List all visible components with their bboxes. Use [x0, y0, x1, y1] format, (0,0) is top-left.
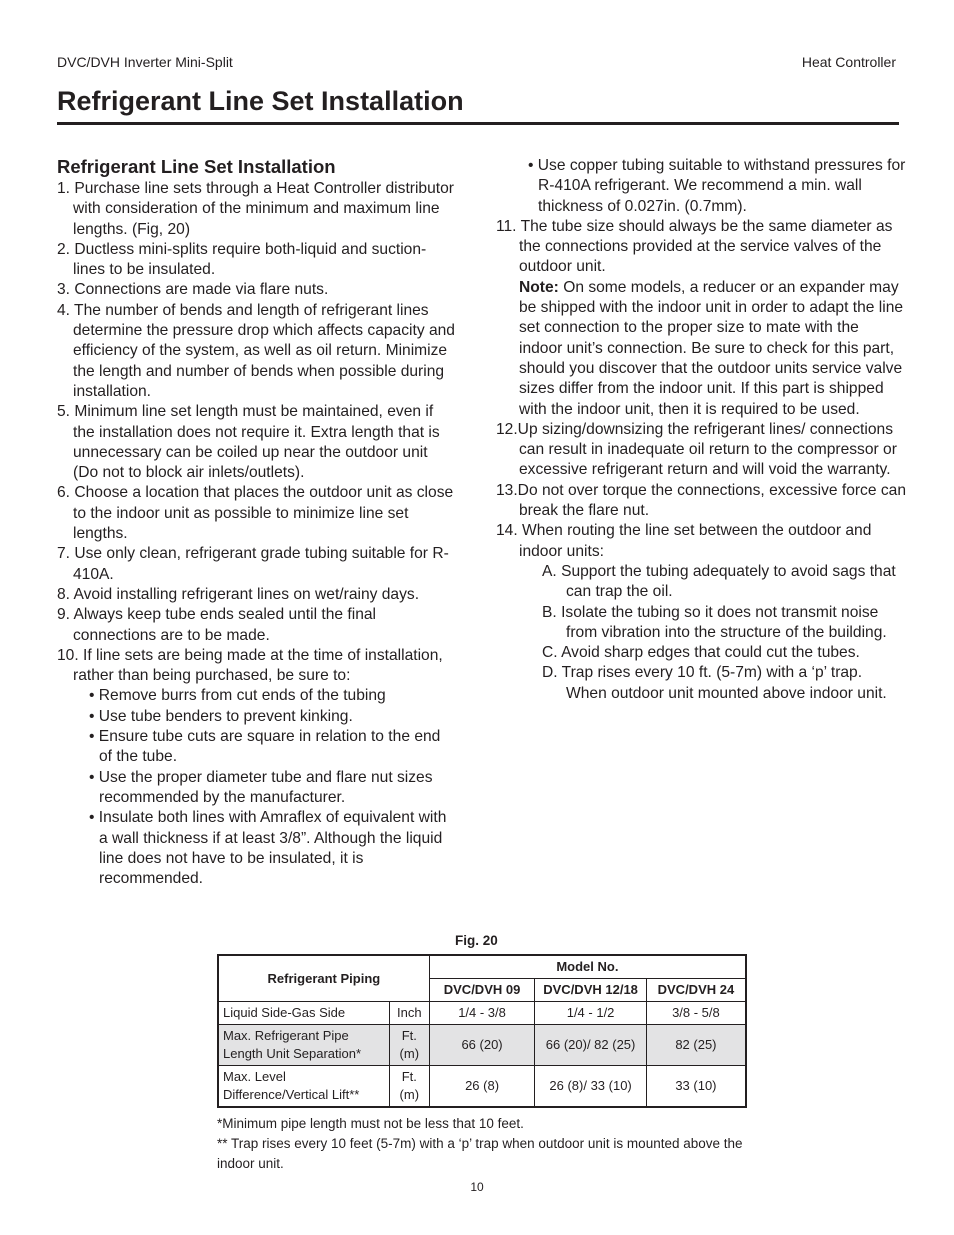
page-number: 10 — [470, 1180, 484, 1194]
list-item: 13.Do not over torque the connections, excessive force can break the flare nut. — [496, 481, 907, 520]
bullet-item: • Use the proper diameter tube and flare nut sizes recommended by the manufacturer. — [89, 768, 433, 806]
list-item: 14. When routing the line set between the outdoor and indoor units: — [496, 522, 872, 560]
list-item: 4. The number of bends and length of refrigerant lines determine the pressure drop which affects capacity and efficiency of the system, as well as oil return. Minimize the length and number of bends when possible during installation. — [57, 301, 455, 400]
header-model: DVC/DVH 24 — [646, 979, 746, 1002]
list-item: 10. If line sets are being made at the time of installation, rather than being purchased, be sure to: — [57, 646, 443, 685]
row-label: Liquid Side-Gas Side — [218, 1002, 389, 1025]
list-item: 1. Purchase line sets through a Heat Controller distributor with consideration of the minimum and maximum line lengths. (Fig, 20) — [57, 180, 454, 238]
table-cell: 26 (8)/ 33 (10) — [535, 1066, 647, 1108]
right-column — [496, 156, 906, 704]
table-cell: 1/4 - 1/2 — [535, 1002, 647, 1025]
bullet-item: • Use tube benders to prevent kinking. — [89, 707, 353, 725]
table-header-row — [218, 955, 746, 979]
table-row — [218, 1002, 746, 1025]
table-cell: 1/4 - 3/8 — [429, 1002, 535, 1025]
note-text: On some models, a reducer or an expander may be shipped with the indoor unit in order to adapt the line set connection to the proper size to mate with the indoor unit’s connection. Be sure to check for this part, should you discover that the outdoor units service valve sizes differ from the indoor unit. If this part is shipped with the indoor unit, then it is required to be used. — [519, 278, 904, 418]
table-cell: 3/8 - 5/8 — [646, 1002, 746, 1025]
note-label: Note: — [519, 278, 559, 296]
header-brand: Heat Controller — [801, 54, 896, 70]
list-item: 12.Up sizing/downsizing the refrigerant lines/ connections can result in inadequate oil return to the compressor or excessive refrigerant return and will void the warranty. — [496, 420, 897, 479]
table-cell: 82 (25) — [646, 1025, 746, 1066]
sub-list-item: B. Isolate the tubing so it does not transmit noise from vibration into the structure of the building. — [542, 603, 887, 641]
sub-list-item: D. Trap rises every 10 ft. (5-7m) with a ‘p’ trap. When outdoor unit mounted above indoor unit. — [542, 664, 887, 702]
row-unit: Ft. (m) — [389, 1066, 429, 1108]
row-unit: Inch — [389, 1002, 429, 1025]
list-item: 5. Minimum line set length must be maintained, even if the installation does not require it. Extra length that is unnecessary can be coiled up near the outdoor unit (Do not to block air inlets/outlets). — [57, 403, 440, 482]
page-title: Refrigerant Line Set Installation — [57, 86, 464, 116]
table-cell: 26 (8) — [429, 1066, 535, 1108]
table-row — [218, 1066, 746, 1108]
header-model: DVC/DVH 09 — [429, 979, 535, 1002]
figure-label: Fig. 20 — [455, 933, 498, 948]
list-item: 11. The tube size should always be the same diameter as the connections provided at the service valves of the outdoor unit. — [496, 217, 893, 276]
table-cell: 33 (10) — [646, 1066, 746, 1108]
header-model-no: Model No. — [429, 955, 746, 979]
list-item: 2. Ductless mini-splits require both-liquid and suction-lines to be insulated. — [57, 240, 427, 279]
footnote: ** Trap rises every 10 feet (5-7m) with a ‘p’ trap when outdoor unit is mounted above the indoor unit. — [217, 1136, 743, 1171]
note-paragraph — [519, 278, 906, 420]
bullet-item: • Ensure tube cuts are square in relation to the end of the tube. — [89, 728, 441, 766]
bullet-item: • Use copper tubing suitable to withstand pressures for R-410A refrigerant. We recommend a min. wall thickness of 0.027in. (0.7mm). — [528, 157, 906, 215]
row-unit: Ft. (m) — [389, 1025, 429, 1066]
bullet-item: • Insulate both lines with Amraflex of equivalent with a wall thickness if at least 3/8”. Although the liquid line does not have to be insulated, it is recommended. — [89, 809, 447, 888]
table-cell: 66 (20) — [429, 1025, 535, 1066]
table-row — [218, 1025, 746, 1066]
title-divider — [57, 122, 899, 125]
section-heading: Refrigerant Line Set Installation — [57, 156, 336, 177]
list-item: 9. Always keep tube ends sealed until the final connections are to be made. — [57, 606, 377, 644]
sub-list-item: C. Avoid sharp edges that could cut the tubes. — [542, 644, 860, 662]
sub-list-item: A. Support the tubing adequately to avoid sags that can trap the oil. — [542, 562, 896, 601]
header-model: DVC/DVH 12/18 — [535, 979, 647, 1002]
refrigerant-piping-table — [217, 954, 747, 1108]
list-item: 7. Use only clean, refrigerant grade tubing suitable for R-410A. — [57, 545, 449, 583]
bullet-item: • Remove burrs from cut ends of the tubing — [89, 687, 386, 705]
row-label: Max. Refrigerant Pipe Length Unit Separation* — [218, 1025, 389, 1066]
header-refrigerant-piping: Refrigerant Piping — [218, 955, 429, 1002]
list-item: 3. Connections are made via flare nuts. — [57, 281, 329, 299]
list-item: 6. Choose a location that places the outdoor unit as close to the indoor unit as possible to minimize line set lengths. — [57, 484, 454, 543]
footnote: *Minimum pipe length must not be less that 10 feet. — [217, 1116, 524, 1131]
table-cell: 66 (20)/ 82 (25) — [535, 1025, 647, 1066]
list-item: 8. Avoid installing refrigerant lines on wet/rainy days. — [57, 585, 420, 603]
header-product: DVC/DVH Inverter Mini-Split — [57, 54, 233, 70]
left-column — [57, 156, 457, 889]
row-label: Max. Level Difference/Vertical Lift** — [218, 1066, 389, 1108]
